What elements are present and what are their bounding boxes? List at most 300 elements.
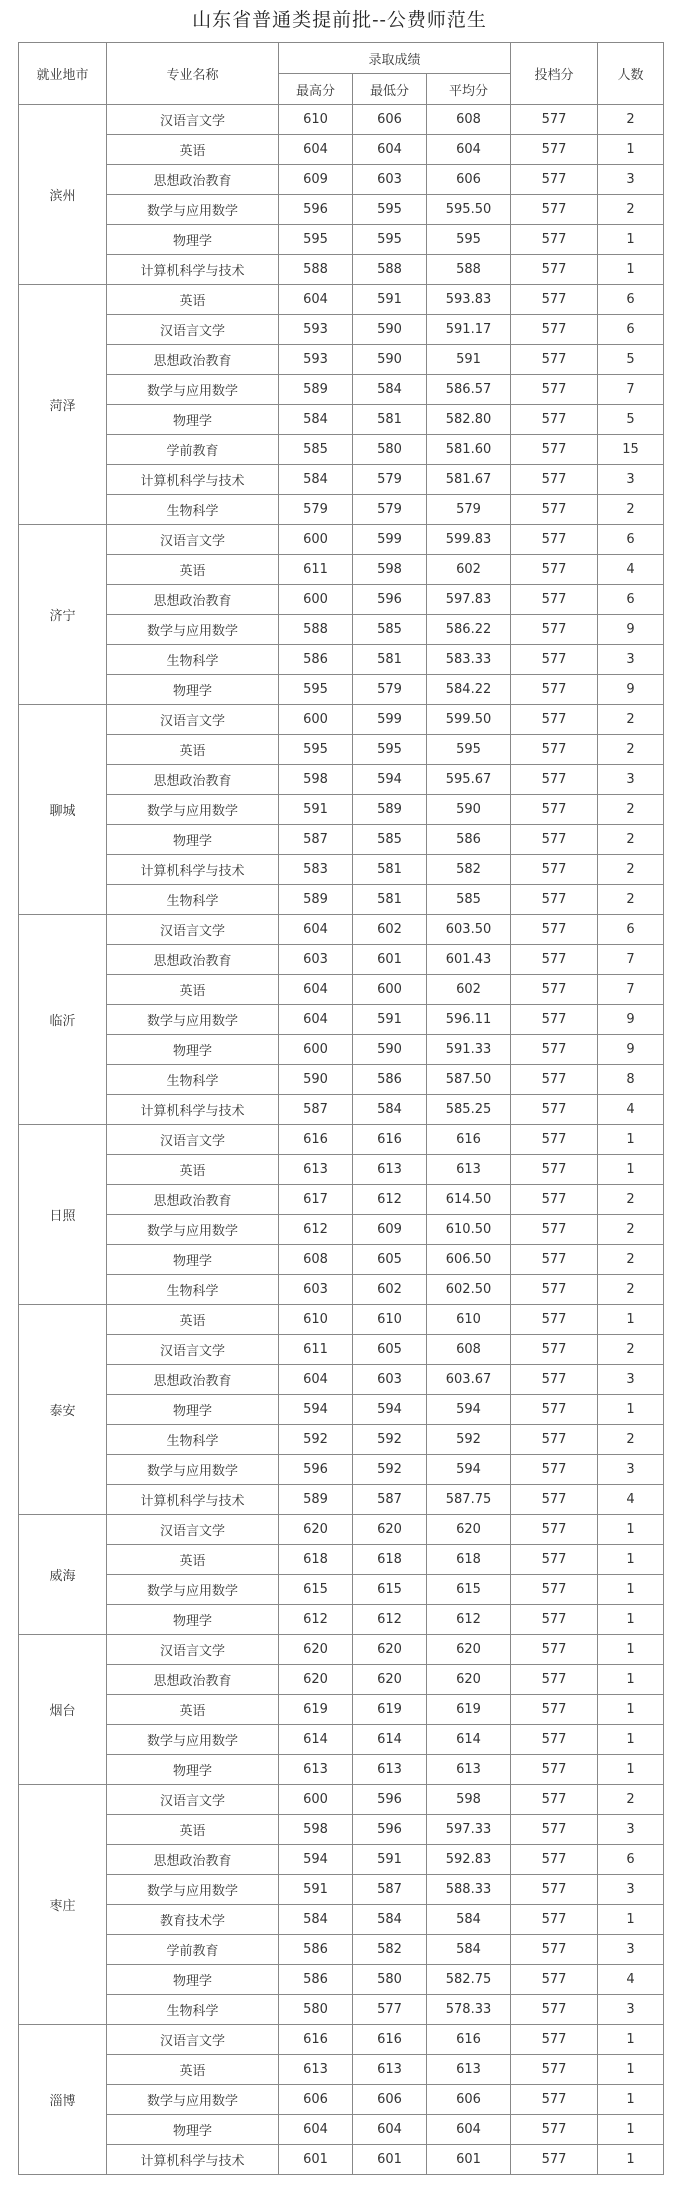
avg-score-cell: 594: [427, 1455, 511, 1485]
min-score-cell: 598: [353, 555, 427, 585]
filing-score-cell: 577: [511, 375, 598, 405]
min-score-cell: 591: [353, 285, 427, 315]
major-cell: 数学与应用数学: [107, 1005, 279, 1035]
table-row: [19, 255, 664, 285]
avg-score-cell: 583.33: [427, 645, 511, 675]
table-row: [19, 1515, 664, 1545]
count-cell: 4: [598, 1965, 664, 1995]
count-cell: 2: [598, 795, 664, 825]
city-cell: 临沂: [19, 915, 107, 1125]
min-score-cell: 582: [353, 1935, 427, 1965]
major-cell: 物理学: [107, 1245, 279, 1275]
max-score-cell: 604: [279, 285, 353, 315]
filing-score-cell: 577: [511, 1035, 598, 1065]
avg-score-cell: 603.50: [427, 915, 511, 945]
major-cell: 英语: [107, 1305, 279, 1335]
count-cell: 9: [598, 675, 664, 705]
filing-score-cell: 577: [511, 1005, 598, 1035]
max-score-cell: 620: [279, 1665, 353, 1695]
filing-score-cell: 577: [511, 975, 598, 1005]
major-cell: 计算机科学与技术: [107, 1485, 279, 1515]
major-cell: 物理学: [107, 1605, 279, 1635]
major-cell: 思想政治教育: [107, 765, 279, 795]
table-row: [19, 1455, 664, 1485]
table-row: [19, 1425, 664, 1455]
filing-score-cell: 577: [511, 465, 598, 495]
filing-score-cell: 577: [511, 225, 598, 255]
table-row: [19, 315, 664, 345]
avg-score-cell: 597.83: [427, 585, 511, 615]
min-score-cell: 581: [353, 855, 427, 885]
major-cell: 生物科学: [107, 1275, 279, 1305]
table-row: [19, 1305, 664, 1335]
max-score-cell: 593: [279, 315, 353, 345]
count-cell: 2: [598, 885, 664, 915]
count-cell: 3: [598, 1815, 664, 1845]
avg-score-cell: 614.50: [427, 1185, 511, 1215]
avg-score-cell: 613: [427, 2055, 511, 2085]
header-scores-group: 录取成绩: [279, 43, 511, 74]
count-cell: 1: [598, 1575, 664, 1605]
major-cell: 汉语言文学: [107, 1335, 279, 1365]
major-cell: 物理学: [107, 1755, 279, 1785]
max-score-cell: 604: [279, 1005, 353, 1035]
count-cell: 3: [598, 1995, 664, 2025]
count-cell: 6: [598, 915, 664, 945]
count-cell: 3: [598, 765, 664, 795]
table-header: [19, 43, 664, 105]
table-row: [19, 435, 664, 465]
avg-score-cell: 579: [427, 495, 511, 525]
table-row: [19, 2085, 664, 2115]
major-cell: 英语: [107, 1695, 279, 1725]
count-cell: 5: [598, 405, 664, 435]
table-row: [19, 1275, 664, 1305]
min-score-cell: 614: [353, 1725, 427, 1755]
min-score-cell: 601: [353, 945, 427, 975]
min-score-cell: 615: [353, 1575, 427, 1605]
min-score-cell: 586: [353, 1065, 427, 1095]
max-score-cell: 620: [279, 1635, 353, 1665]
min-score-cell: 584: [353, 1095, 427, 1125]
table-row: [19, 1815, 664, 1845]
max-score-cell: 608: [279, 1245, 353, 1275]
min-score-cell: 594: [353, 1395, 427, 1425]
min-score-cell: 596: [353, 585, 427, 615]
filing-score-cell: 577: [511, 885, 598, 915]
count-cell: 2: [598, 705, 664, 735]
count-cell: 1: [598, 2115, 664, 2145]
min-score-cell: 599: [353, 705, 427, 735]
major-cell: 思想政治教育: [107, 1185, 279, 1215]
major-cell: 物理学: [107, 675, 279, 705]
min-score-cell: 581: [353, 405, 427, 435]
filing-score-cell: 577: [511, 495, 598, 525]
filing-score-cell: 577: [511, 1815, 598, 1845]
major-cell: 数学与应用数学: [107, 1725, 279, 1755]
max-score-cell: 596: [279, 195, 353, 225]
major-cell: 计算机科学与技术: [107, 2145, 279, 2175]
count-cell: 3: [598, 465, 664, 495]
city-cell: 泰安: [19, 1305, 107, 1515]
max-score-cell: 611: [279, 1335, 353, 1365]
filing-score-cell: 577: [511, 1545, 598, 1575]
table-row: [19, 1845, 664, 1875]
min-score-cell: 584: [353, 1905, 427, 1935]
max-score-cell: 598: [279, 765, 353, 795]
avg-score-cell: 614: [427, 1725, 511, 1755]
count-cell: 15: [598, 435, 664, 465]
max-score-cell: 589: [279, 375, 353, 405]
filing-score-cell: 577: [511, 1095, 598, 1125]
avg-score-cell: 586: [427, 825, 511, 855]
count-cell: 1: [598, 2055, 664, 2085]
max-score-cell: 600: [279, 1035, 353, 1065]
count-cell: 9: [598, 615, 664, 645]
count-cell: 3: [598, 1455, 664, 1485]
table-row: [19, 855, 664, 885]
filing-score-cell: 577: [511, 1875, 598, 1905]
filing-score-cell: 577: [511, 1425, 598, 1455]
filing-score-cell: 577: [511, 2085, 598, 2115]
avg-score-cell: 598: [427, 1785, 511, 1815]
count-cell: 1: [598, 1635, 664, 1665]
avg-score-cell: 586.22: [427, 615, 511, 645]
avg-score-cell: 612: [427, 1605, 511, 1635]
count-cell: 6: [598, 285, 664, 315]
table-row: [19, 1005, 664, 1035]
filing-score-cell: 577: [511, 2145, 598, 2175]
min-score-cell: 588: [353, 255, 427, 285]
min-score-cell: 591: [353, 1845, 427, 1875]
filing-score-cell: 577: [511, 285, 598, 315]
max-score-cell: 613: [279, 2055, 353, 2085]
count-cell: 2: [598, 105, 664, 135]
major-cell: 汉语言文学: [107, 1635, 279, 1665]
max-score-cell: 584: [279, 1905, 353, 1935]
table-row: [19, 795, 664, 825]
filing-score-cell: 577: [511, 1455, 598, 1485]
min-score-cell: 596: [353, 1785, 427, 1815]
min-score-cell: 595: [353, 195, 427, 225]
min-score-cell: 620: [353, 1635, 427, 1665]
table-row: [19, 945, 664, 975]
filing-score-cell: 577: [511, 165, 598, 195]
filing-score-cell: 577: [511, 1395, 598, 1425]
max-score-cell: 616: [279, 2025, 353, 2055]
count-cell: 6: [598, 585, 664, 615]
count-cell: 1: [598, 2145, 664, 2175]
count-cell: 7: [598, 975, 664, 1005]
max-score-cell: 592: [279, 1425, 353, 1455]
table-row: [19, 135, 664, 165]
max-score-cell: 610: [279, 105, 353, 135]
count-cell: 5: [598, 345, 664, 375]
min-score-cell: 601: [353, 2145, 427, 2175]
table-row: [19, 1125, 664, 1155]
filing-score-cell: 577: [511, 555, 598, 585]
table-row: [19, 1905, 664, 1935]
count-cell: 1: [598, 1755, 664, 1785]
table-row: [19, 345, 664, 375]
major-cell: 学前教育: [107, 435, 279, 465]
max-score-cell: 594: [279, 1845, 353, 1875]
min-score-cell: 619: [353, 1695, 427, 1725]
count-cell: 9: [598, 1005, 664, 1035]
table-row: [19, 105, 664, 135]
table-row: [19, 675, 664, 705]
count-cell: 2: [598, 495, 664, 525]
max-score-cell: 610: [279, 1305, 353, 1335]
avg-score-cell: 620: [427, 1515, 511, 1545]
max-score-cell: 612: [279, 1605, 353, 1635]
major-cell: 思想政治教育: [107, 345, 279, 375]
count-cell: 1: [598, 1605, 664, 1635]
major-cell: 数学与应用数学: [107, 1455, 279, 1485]
filing-score-cell: 577: [511, 1605, 598, 1635]
major-cell: 汉语言文学: [107, 525, 279, 555]
count-cell: 2: [598, 1335, 664, 1365]
max-score-cell: 579: [279, 495, 353, 525]
min-score-cell: 592: [353, 1455, 427, 1485]
filing-score-cell: 577: [511, 345, 598, 375]
avg-score-cell: 588.33: [427, 1875, 511, 1905]
max-score-cell: 604: [279, 975, 353, 1005]
filing-score-cell: 577: [511, 795, 598, 825]
min-score-cell: 581: [353, 645, 427, 675]
avg-score-cell: 592.83: [427, 1845, 511, 1875]
min-score-cell: 609: [353, 1215, 427, 1245]
table-row: [19, 1395, 664, 1425]
avg-score-cell: 599.83: [427, 525, 511, 555]
max-score-cell: 593: [279, 345, 353, 375]
avg-score-cell: 615: [427, 1575, 511, 1605]
avg-score-cell: 586.57: [427, 375, 511, 405]
count-cell: 4: [598, 1095, 664, 1125]
avg-score-cell: 594: [427, 1395, 511, 1425]
avg-score-cell: 618: [427, 1545, 511, 1575]
table-row: [19, 1785, 664, 1815]
major-cell: 汉语言文学: [107, 705, 279, 735]
count-cell: 2: [598, 195, 664, 225]
major-cell: 计算机科学与技术: [107, 1095, 279, 1125]
major-cell: 数学与应用数学: [107, 615, 279, 645]
avg-score-cell: 620: [427, 1635, 511, 1665]
avg-score-cell: 582: [427, 855, 511, 885]
major-cell: 物理学: [107, 825, 279, 855]
count-cell: 6: [598, 1845, 664, 1875]
table-row: [19, 1755, 664, 1785]
avg-score-cell: 595.50: [427, 195, 511, 225]
avg-score-cell: 584: [427, 1935, 511, 1965]
count-cell: 3: [598, 645, 664, 675]
avg-score-cell: 620: [427, 1665, 511, 1695]
avg-score-cell: 608: [427, 105, 511, 135]
min-score-cell: 599: [353, 525, 427, 555]
major-cell: 英语: [107, 975, 279, 1005]
min-score-cell: 606: [353, 105, 427, 135]
major-cell: 生物科学: [107, 1425, 279, 1455]
max-score-cell: 583: [279, 855, 353, 885]
min-score-cell: 612: [353, 1605, 427, 1635]
count-cell: 3: [598, 165, 664, 195]
avg-score-cell: 606.50: [427, 1245, 511, 1275]
major-cell: 物理学: [107, 1035, 279, 1065]
table-row: [19, 2025, 664, 2055]
major-cell: 学前教育: [107, 1935, 279, 1965]
header-city: 就业地市: [19, 43, 107, 105]
table-row: [19, 1665, 664, 1695]
max-score-cell: 604: [279, 1365, 353, 1395]
table-row: [19, 495, 664, 525]
table-row: [19, 1485, 664, 1515]
page-title: 山东省普通类提前批--公费师范生: [192, 9, 487, 31]
min-score-cell: 580: [353, 435, 427, 465]
max-score-cell: 609: [279, 165, 353, 195]
min-score-cell: 581: [353, 885, 427, 915]
max-score-cell: 589: [279, 885, 353, 915]
filing-score-cell: 577: [511, 1755, 598, 1785]
avg-score-cell: 606: [427, 165, 511, 195]
min-score-cell: 596: [353, 1815, 427, 1845]
avg-score-cell: 587.75: [427, 1485, 511, 1515]
min-score-cell: 605: [353, 1335, 427, 1365]
table-row: [19, 1965, 664, 1995]
max-score-cell: 618: [279, 1545, 353, 1575]
major-cell: 物理学: [107, 1395, 279, 1425]
major-cell: 思想政治教育: [107, 945, 279, 975]
table-row: [19, 165, 664, 195]
table-row: [19, 885, 664, 915]
min-score-cell: 616: [353, 2025, 427, 2055]
table-row: [19, 1935, 664, 1965]
filing-score-cell: 577: [511, 915, 598, 945]
table-row: [19, 525, 664, 555]
min-score-cell: 618: [353, 1545, 427, 1575]
count-cell: 8: [598, 1065, 664, 1095]
filing-score-cell: 577: [511, 675, 598, 705]
min-score-cell: 580: [353, 1965, 427, 1995]
filing-score-cell: 577: [511, 1905, 598, 1935]
major-cell: 数学与应用数学: [107, 1875, 279, 1905]
filing-score-cell: 577: [511, 1335, 598, 1365]
count-cell: 1: [598, 1545, 664, 1575]
major-cell: 汉语言文学: [107, 2025, 279, 2055]
major-cell: 汉语言文学: [107, 1125, 279, 1155]
max-score-cell: 595: [279, 225, 353, 255]
min-score-cell: 604: [353, 135, 427, 165]
max-score-cell: 600: [279, 705, 353, 735]
table-row: [19, 975, 664, 1005]
major-cell: 物理学: [107, 225, 279, 255]
avg-score-cell: 593.83: [427, 285, 511, 315]
max-score-cell: 585: [279, 435, 353, 465]
min-score-cell: 595: [353, 225, 427, 255]
header-min-score: 最低分: [353, 74, 427, 105]
avg-score-cell: 610: [427, 1305, 511, 1335]
avg-score-cell: 602: [427, 555, 511, 585]
table-row: [19, 915, 664, 945]
avg-score-cell: 603.67: [427, 1365, 511, 1395]
table-row: [19, 2055, 664, 2085]
filing-score-cell: 577: [511, 1305, 598, 1335]
min-score-cell: 590: [353, 315, 427, 345]
major-cell: 英语: [107, 1155, 279, 1185]
filing-score-cell: 577: [511, 1065, 598, 1095]
header-max-score: 最高分: [279, 74, 353, 105]
avg-score-cell: 581.60: [427, 435, 511, 465]
filing-score-cell: 577: [511, 1635, 598, 1665]
table-row: [19, 1035, 664, 1065]
major-cell: 英语: [107, 135, 279, 165]
filing-score-cell: 577: [511, 405, 598, 435]
filing-score-cell: 577: [511, 1245, 598, 1275]
major-cell: 思想政治教育: [107, 1365, 279, 1395]
city-cell: 菏泽: [19, 285, 107, 525]
filing-score-cell: 577: [511, 1215, 598, 1245]
count-cell: 1: [598, 2025, 664, 2055]
avg-score-cell: 591: [427, 345, 511, 375]
avg-score-cell: 597.33: [427, 1815, 511, 1845]
avg-score-cell: 582.80: [427, 405, 511, 435]
major-cell: 汉语言文学: [107, 315, 279, 345]
avg-score-cell: 595: [427, 225, 511, 255]
table-row: [19, 1185, 664, 1215]
table-row: [19, 645, 664, 675]
avg-score-cell: 578.33: [427, 1995, 511, 2025]
max-score-cell: 603: [279, 1275, 353, 1305]
filing-score-cell: 577: [511, 315, 598, 345]
max-score-cell: 604: [279, 2115, 353, 2145]
filing-score-cell: 577: [511, 1665, 598, 1695]
avg-score-cell: 613: [427, 1755, 511, 1785]
filing-score-cell: 577: [511, 1725, 598, 1755]
filing-score-cell: 577: [511, 1785, 598, 1815]
count-cell: 1: [598, 1695, 664, 1725]
avg-score-cell: 590: [427, 795, 511, 825]
avg-score-cell: 601: [427, 2145, 511, 2175]
major-cell: 思想政治教育: [107, 1845, 279, 1875]
avg-score-cell: 581.67: [427, 465, 511, 495]
max-score-cell: 616: [279, 1125, 353, 1155]
table-row: [19, 735, 664, 765]
major-cell: 数学与应用数学: [107, 795, 279, 825]
major-cell: 计算机科学与技术: [107, 465, 279, 495]
max-score-cell: 590: [279, 1065, 353, 1095]
count-cell: 2: [598, 825, 664, 855]
max-score-cell: 611: [279, 555, 353, 585]
major-cell: 数学与应用数学: [107, 195, 279, 225]
table-body: [19, 105, 664, 2175]
avg-score-cell: 613: [427, 1155, 511, 1185]
filing-score-cell: 577: [511, 255, 598, 285]
min-score-cell: 584: [353, 375, 427, 405]
table-row: [19, 405, 664, 435]
city-cell: 威海: [19, 1515, 107, 1635]
max-score-cell: 606: [279, 2085, 353, 2115]
filing-score-cell: 577: [511, 945, 598, 975]
city-cell: 济宁: [19, 525, 107, 705]
max-score-cell: 619: [279, 1695, 353, 1725]
max-score-cell: 617: [279, 1185, 353, 1215]
avg-score-cell: 587.50: [427, 1065, 511, 1095]
major-cell: 教育技术学: [107, 1905, 279, 1935]
max-score-cell: 587: [279, 825, 353, 855]
table-row: [19, 1365, 664, 1395]
min-score-cell: 616: [353, 1125, 427, 1155]
max-score-cell: 595: [279, 735, 353, 765]
table-row: [19, 1875, 664, 1905]
